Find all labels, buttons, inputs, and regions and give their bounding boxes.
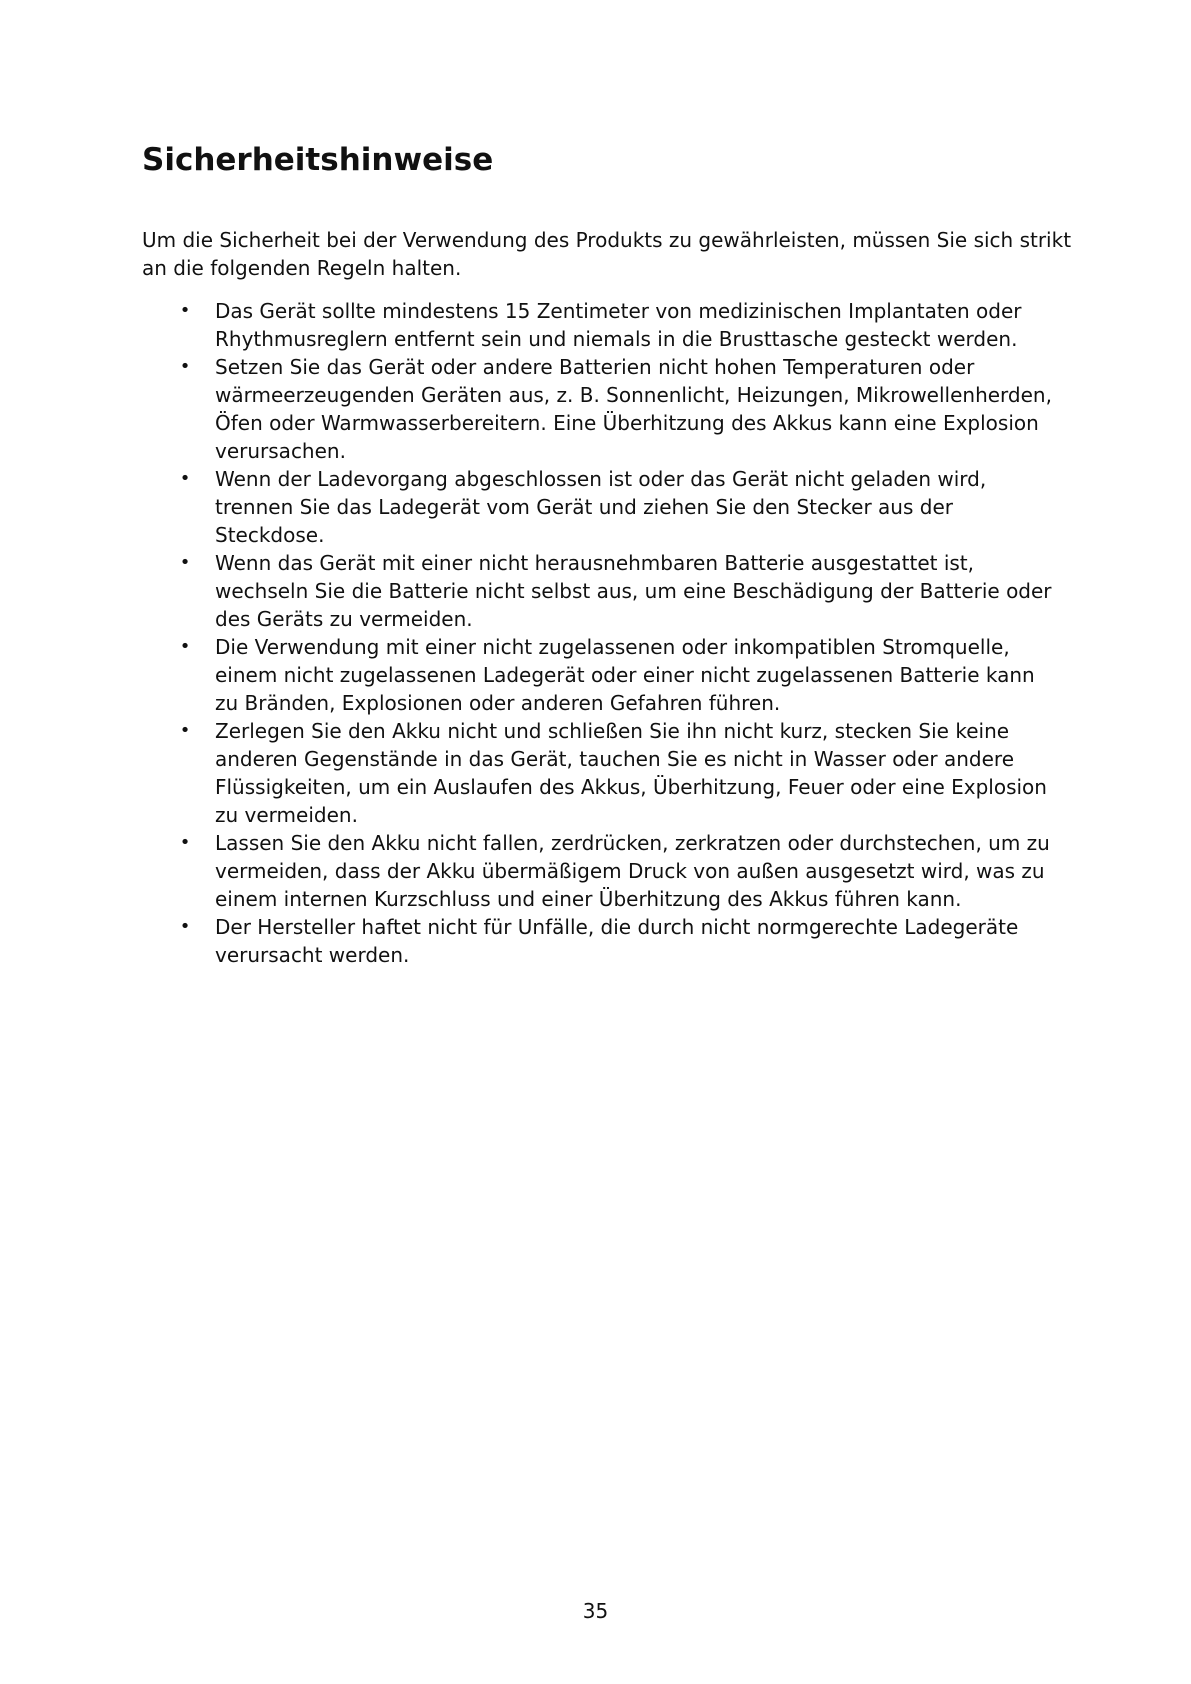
page-number: 35 <box>582 1599 609 1623</box>
safety-rules-list <box>142 297 1062 969</box>
list-item <box>142 717 1062 829</box>
page-title: Sicherheitshinweise <box>142 142 494 178</box>
list-item <box>142 297 1062 353</box>
bullet-icon: • <box>179 636 191 657</box>
bullet-icon: • <box>179 916 191 937</box>
list-item-text: Wenn das Gerät mit einer nicht herausnehmbaren Batterie ausgestattet ist, wechseln Sie die Batterie nicht selbst aus, um eine Beschädigung der Batterie oder des Geräts zu vermeiden. <box>215 551 1052 631</box>
list-item-text: Die Verwendung mit einer nicht zugelassenen oder inkompatiblen Stromquelle, einem nicht zugelassenen Ladegerät oder einer nicht zugelassenen Batterie kann zu Bränden, Explosionen oder anderen Gefahren führen. <box>215 635 1035 715</box>
list-item-text: Wenn der Ladevorgang abgeschlossen ist oder das Gerät nicht geladen wird, trennen Sie das Ladegerät vom Gerät und ziehen Sie den Stecker aus der Steckdose. <box>215 467 987 547</box>
bullet-icon: • <box>179 356 191 377</box>
bullet-icon: • <box>179 552 191 573</box>
bullet-icon: • <box>179 720 191 741</box>
list-item <box>142 353 1062 465</box>
list-item <box>142 549 1062 633</box>
list-item <box>142 633 1062 717</box>
list-item <box>142 465 1062 549</box>
list-item-text: Das Gerät sollte mindestens 15 Zentimeter von medizinischen Implantaten oder Rhythmusreglern entfernt sein und niemals in die Brusttasche gesteckt werden. <box>215 299 1022 351</box>
list-item-text: Setzen Sie das Gerät oder andere Batterien nicht hohen Temperaturen oder wärmeerzeugenden Geräten aus, z. B. Sonnenlicht, Heizungen, Mikrowellenherden, Öfen oder Warmwasserbereitern. Eine Überhitzung des Akkus kann eine Explosion verursachen. <box>215 355 1052 463</box>
bullet-icon: • <box>179 832 191 853</box>
list-item <box>142 913 1062 969</box>
list-item <box>142 829 1062 913</box>
bullet-icon: • <box>179 468 191 489</box>
list-item-text: Lassen Sie den Akku nicht fallen, zerdrücken, zerkratzen oder durchstechen, um zu vermeiden, dass der Akku übermäßigem Druck von außen ausgesetzt wird, was zu einem internen Kurzschluss und einer Überhitzung des Akkus führen kann. <box>215 831 1050 911</box>
list-item-text: Zerlegen Sie den Akku nicht und schließen Sie ihn nicht kurz, stecken Sie keine anderen Gegenstände in das Gerät, tauchen Sie es nicht in Wasser oder andere Flüssigkeiten, um ein Auslaufen des Akkus, Überhitzung, Feuer oder eine Explosion zu vermeiden. <box>215 719 1047 827</box>
intro-paragraph: Um die Sicherheit bei der Verwendung des Produkts zu gewährleisten, müssen Sie sich strikt an die folgenden Regeln halten. <box>142 228 1072 280</box>
bullet-icon: • <box>179 300 191 321</box>
list-item-text: Der Hersteller haftet nicht für Unfälle, die durch nicht normgerechte Ladegeräte verursacht werden. <box>215 915 1019 967</box>
